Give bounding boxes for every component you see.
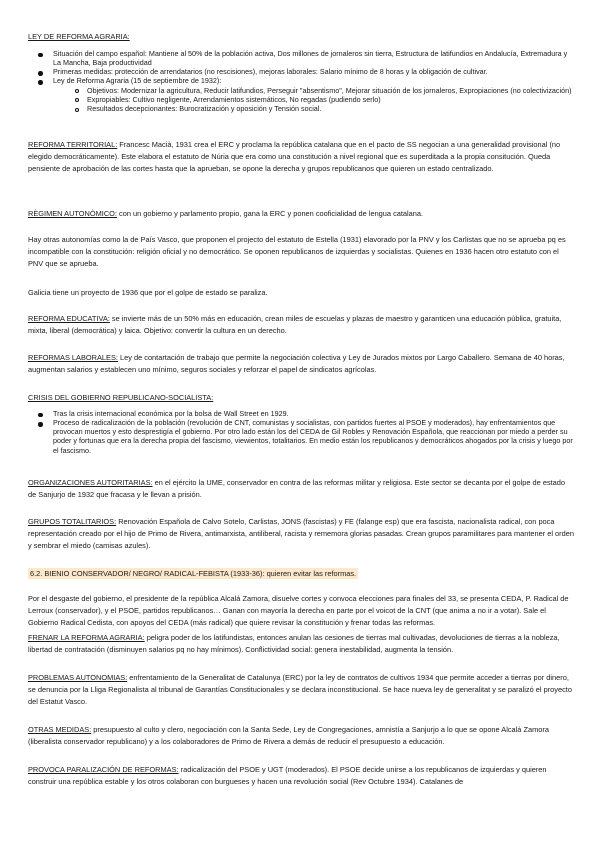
paragraph-text: Francesc Macià, 1931 crea el ERC y proclama la república catalana que en el pacto de SS negocian a una generalidad provisional (no elegido democráticamente). Este elabora el estatuto de Núria que era como una constitución a nivel regional que es superditada a la propia consitución. Queda pensiente de aprobación de las cortes hasta que la aprueban, se opone la derecha y grupos republicanos que quieren un estado centralizado. xyxy=(28,140,561,173)
paragraph-text: radicalización del PSOE y UGT (moderados). El PSOE decide unirse a los republicanos de izquierdas y quieren construir una república estable y los otros colaboran con burgueses y hacen una revolución social (Rev Octubre 1934). Catalanes de xyxy=(28,765,547,786)
paragraph-text: en el ejército la UME, conservador en contra de las reformas militar y religiosa. Este sector se decanta por el golpe de estado de Sanjurjo de 1932 que fracasa y le llevan a prisión. xyxy=(28,478,566,499)
section-heading: LEY DE REFORMA AGRARIA: xyxy=(28,32,130,41)
paragraph-text: peligra poder de los latifundistas, entonces anulan las cesiones de tierras mal cultivadas, devoluciones de tierras a la nobleza, libertad de contratación (disminuyen salarios pq no hay mínimos). Conflictividad social: genera inestabilidad, augmenta la tensión. xyxy=(28,633,560,654)
paragraph-text: Ley de contartación de trabajo que permite la negociación colectiva y Ley de Jurados mixtos por Largo Caballero. Semana de 40 horas, augmentan salarios y establecen uno mínimo, seguros sociales y reforzar el papel de sindicatos agrícolas. xyxy=(28,353,565,374)
paragraph-text: Por el desgaste del gobierno, el presidente de la república Alcalá Zamora, disuelve cortes y convoca elecciones para finales del 33, se presenta CEDA, P. Radical de Lerroux (conservador), y el PSOE, partidos republicanos… Ganan con mayoría la derecha en parte por el voicot de la CNT (que anima a no ir a votar). Sale el Gobierno Radical Cedista, con apoyos del CEDA (más radical) que quiere revisar la constitución y frenar todas las reformas. xyxy=(28,594,569,627)
list-item: Primeras medidas: protección de arrendatarios (no rescisiones), mejoras laborales: Salario mínimo de 8 horas y la obligación de cultivar. xyxy=(28,67,574,76)
paragraph-text: Galicia tiene un proyecto de 1936 que por el golpe de estado se paraliza. xyxy=(28,288,268,297)
sub-list-item: Expropiables: Cultivo negligente, Arrendamientos sistemáticos, No regadas (pudiendo serlo) xyxy=(53,95,574,104)
paragraph-desgaste-gobierno xyxy=(28,593,574,628)
paragraph-galicia xyxy=(28,287,574,299)
sub-bullet-list xyxy=(53,86,574,114)
paragraph-reformas-laborales xyxy=(28,352,574,376)
paragraph-problemas-autonomias xyxy=(28,672,574,707)
paragraph-label: RÈGIMEN AUTONÒMICO: xyxy=(28,209,117,218)
paragraph-label: PROVOCA PARALIZACIÓN DE REFORMAS: xyxy=(28,765,179,774)
paragraph-label: ORGANIZACIONES AUTORITARIAS: xyxy=(28,478,153,487)
paragraph-grupos-totalitarios xyxy=(28,516,574,551)
paragraph-label: REFORMA EDUCATIVA: xyxy=(28,314,110,323)
list-item xyxy=(28,76,574,113)
highlighted-heading: 6.2. BIENIO CONSERVADOR/ NEGRO/ RADICAL-FEBISTA (1933-36): quieren evitar las reformas. xyxy=(30,569,357,578)
paragraph-text: presupuesto al culto y clero, negociación con la Santa Sede, Ley de Congregaciones, amnistía a Sanjurjo a lo que se opone Alcalá Zamora (liberalista conservador republicano) y a los colaboradores de Primo de Rivera a demás de reducir el presupuesto a educación. xyxy=(28,725,549,746)
paragraph-label: REFORMAS LABORALES: xyxy=(28,353,118,362)
paragraph-organizaciones-autoritarias xyxy=(28,477,574,501)
paragraph-label: GRUPOS TOTALITARIOS: xyxy=(28,517,117,526)
section-heading-bienio xyxy=(28,568,574,580)
list-item: Tras la crisis internacional económica por la bolsa de Wall Street en 1929. xyxy=(28,409,574,418)
section-heading: CRISIS DEL GOBIERNO REPUBLICANO-SOCIALISTA: xyxy=(28,393,214,402)
paragraph-label: OTRAS MEDIDAS: xyxy=(28,725,92,734)
paragraph-text: enfrentamiento de la Generalitat de Catalunya (ERC) por la ley de contratos de cultivos 1934 que permite acceder a tierras por dinero, se denuncia por la Lliga Regionalista al tribunal de Garantías Constitucionales y se declara inconstitucional. Se hace nueva ley de generalitat y se paralizó el proyecto del Estatut Vasco. xyxy=(28,673,572,706)
paragraph-label: PROBLEMAS AUTONOMIAS: xyxy=(28,673,128,682)
sub-list-item: Objetivos: Modernizar la agricultura, Reducir latifundios, Perseguir "absentismo", Mejorar situación de los jornaleros, Expropiaciones (no colectivización) xyxy=(53,86,574,95)
paragraph-text: Renovación Española de Calvo Sotelo, Carlistas, JONS (fascistas) y FE (falange esp) que era fascista, nacionalista radical, con poca representación creado por el hijo de Primo de Rivera, antimarxista, antiliberal, racista y rememora glorias pasadas. Crean grupos paramilitares para mantener el orden y sembrar el miedo (camisas azules). xyxy=(28,517,574,550)
bullet-list xyxy=(28,409,574,455)
paragraph-frenar-reforma-agraria xyxy=(28,632,574,656)
list-item: Situación del campo español: Mantiene al 50% de la población activa, Dos millones de jornaleros sin tierra, Estructura de latifundios en Andalucía, Extremadura y La Mancha, Baja productividad xyxy=(28,49,574,67)
paragraph-reforma-territorial xyxy=(28,139,574,174)
paragraph-provoca-paralizacion xyxy=(28,764,574,788)
paragraph-text: se invierte más de un 50% más en educación, crean miles de escuelas y plazas de maestro y garanticen una educación pública, gratuita, mixta, liberal (democrática) y laica. Objetivo: convertir la cultura en un derecho. xyxy=(28,314,562,335)
list-item: Proceso de radicalización de la población (revolución de CNT, comunistas y socialistas, con partidos fuertes al PSOE y moderados), hay enfrentamientos que provocan muertos y esto desprestigía el gobierno. Por otro lado están los del CEDA de Gil Robles y Renovación Española, que reaccionan por miedo a perder su poder y fortunas que era la derecha propia del fascismo, viewientos, totalitarios. En medio están los republicanos y democráticos ahogados por la crisis y luego por el fascismo. xyxy=(28,418,574,455)
paragraph-text: con un gobierno y parlamento propio, gana la ERC y ponen cooficialidad de lengua catalana. xyxy=(116,209,424,218)
paragraph-label: FRENAR LA REFORMA AGRARIA: xyxy=(28,633,145,642)
section-ley-reforma-agraria xyxy=(28,31,574,113)
paragraph-otras-medidas xyxy=(28,724,574,748)
list-item-text: Ley de Reforma Agraria (15 de septiembre de 1932): xyxy=(53,76,222,86)
paragraph-label: REFORMA TERRITORIAL: xyxy=(28,140,118,149)
paragraph-reforma-educativa xyxy=(28,313,574,337)
section-crisis-gobierno xyxy=(28,392,574,455)
paragraph-otras-autonomias xyxy=(28,234,574,269)
sub-list-item: Resultados decepcionantes: Burocratización y oposición y Tensión social. xyxy=(53,104,574,113)
paragraph-text: Hay otras autonomías como la de País Vasco, que proponen el projecto del estatuto de Estella (1931) elavorado por la PNV y los Carlistas que no se aprueba pq es incompatible con la constitución: religión oficial y no democrático. Se oponen republicanos de izquierdas y socialistas. Quienes en 1936 hacen otro estatuto con el PNV que se aprueba. xyxy=(28,235,566,268)
paragraph-regimen-autonomico xyxy=(28,208,574,220)
bullet-list xyxy=(28,49,574,113)
